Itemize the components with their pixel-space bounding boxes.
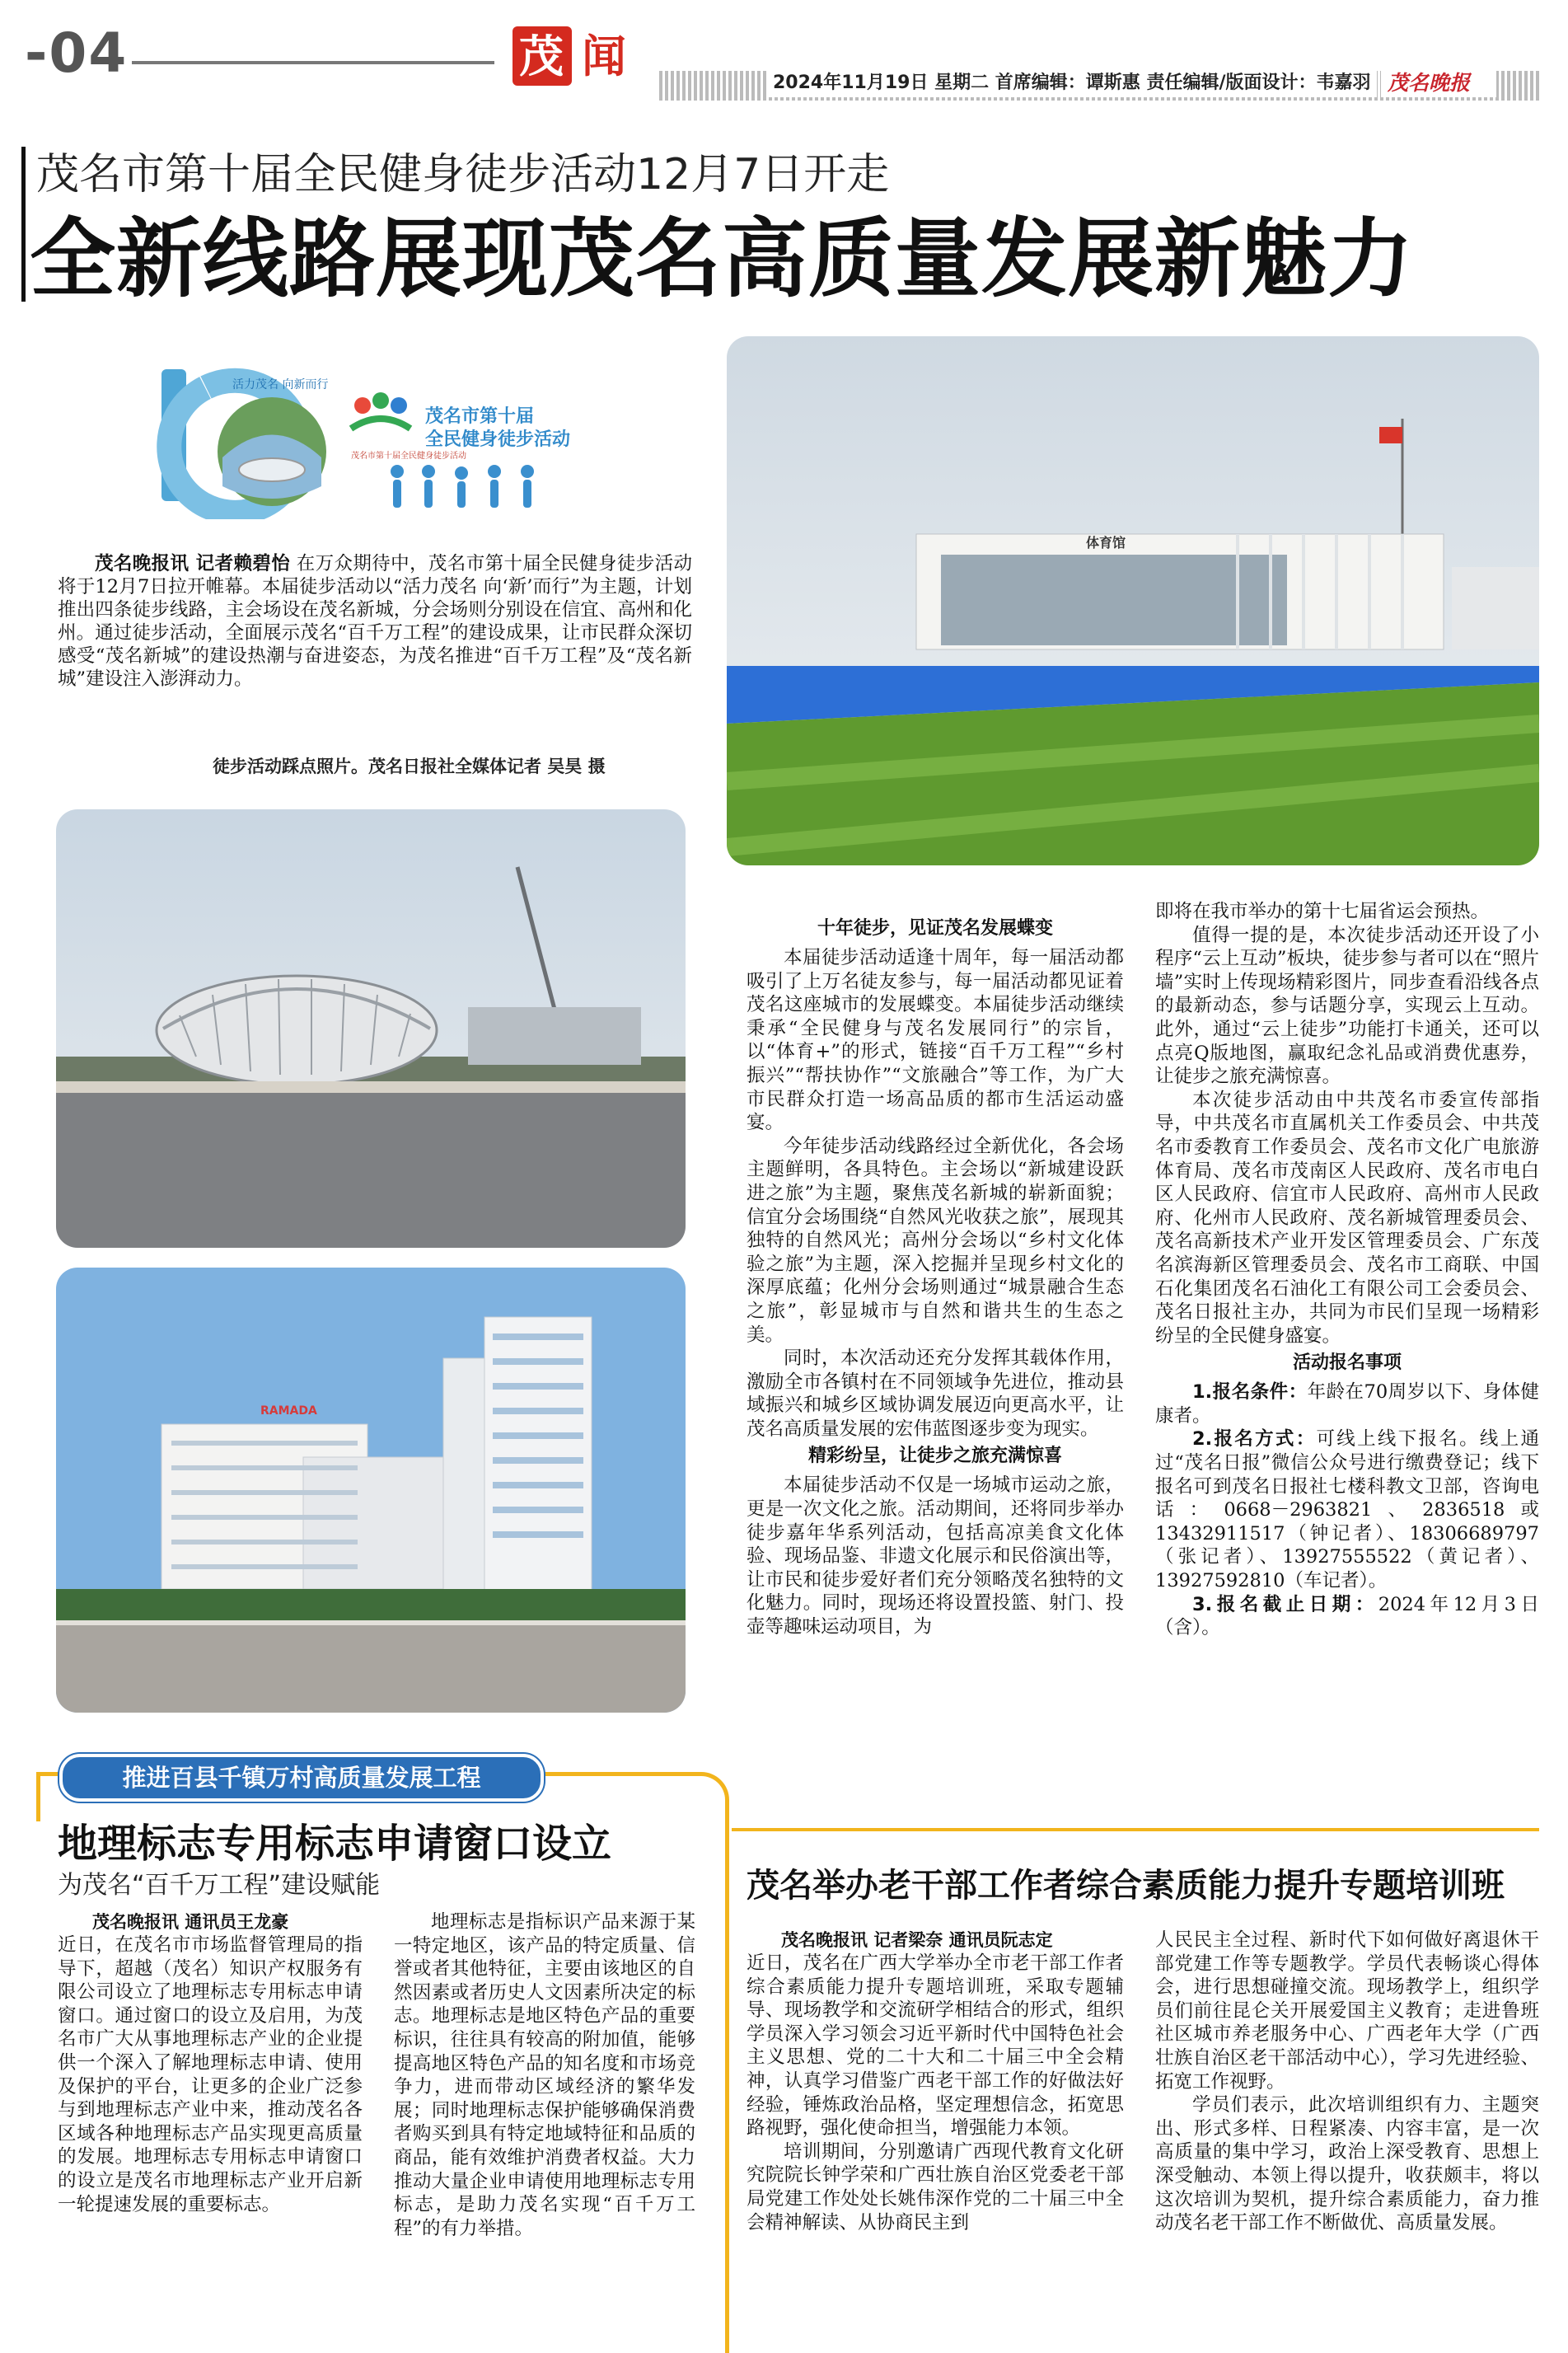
story-3-col-1-para-2: 培训期间，分别邀请广西现代教育文化研究院院长钟学荣和广西壮族自治区党委老干部局党建工作处处长姚伟深作党的二十届三中全会精神解读、从协商民主到 [747,2140,1124,2233]
section-char-2: 闻 [582,30,626,82]
lead-headline: 全新线路展现茂名高质量发展新魅力 [30,209,1415,309]
event-logo [157,363,585,519]
registration-item-1 [1155,1380,1539,1427]
hotel-photo [56,1268,686,1713]
section-char-1: 茂 [519,30,564,82]
stadium-sign: 体育馆 [1086,535,1126,551]
hotel-sign: RAMADA [260,1404,317,1418]
lead-column-a [747,913,1124,1639]
reg-1-text: 年龄在70周岁以下、身体健康者。 [1155,1381,1540,1427]
stadium-photo [56,809,686,1248]
story-2-frame-left [36,1772,40,1821]
story-2-col-2-text: 地理标志是指标识产品来源于某一特定地区，该产品的特定质量、信誉或者其他特征，主要由该地区的自然因素或者历史人文因素所决定的标志。地理标志是地区特色产品的重要标识，往往具有较高的附加值，能够提高地区特色产品的知名度和市场竞争力，进而带动区域经济的繁华发展；同时地理标志保护能够确保消费者购买到具有特定地域特征和品质的商品，能有效维护消费者权益。大力推动大量企业申请使用地理标志专用标志，是助力茂名实现“百千万工程”的有力举措。 [394,1911,695,2239]
intro-byline: 茂名晚报讯 记者赖碧怡 [95,553,291,574]
lead-column-b [1155,900,1539,1640]
story-2-column-1 [58,1910,363,2216]
reg-3-label: 3.报名截止日期： [1192,1593,1378,1615]
paper-name: 茂名晚报 [1388,71,1471,95]
story-3-col-1-para-1: 近日，茂名在广西大学举办全市老干部工作者综合素质能力提升专题培训班，采取专题辅导、现场教学和交流研学相结合的形式，组织学员深入学习领会习近平新时代中国特色社会主义思想、党的二十大和二十届三中全会精神，认真学习借鉴广西老干部工作的好做法好经验，锤炼政治品格，坚定理想信念，拓宽思路视野，强化使命担当，增强能力本领。 [747,1952,1124,2140]
story-3-col-2-para-2: 学员们表示，此次培训组织有力、主题突出、形式多样、日程紧凑、内容丰富，是一次高质量的集中学习，政治上深受教育、思想上深受触动、本领上得以提升，收获颇丰，将以这次培训为契机，提升综合素质能力，奋力推动茂名老干部工作不断做优、高质量发展。 [1155,2094,1539,2234]
story-2-column-2 [394,1910,695,2240]
logo-line-2: 全民健身徒步活动 [425,429,571,450]
col-a-para-3: 同时，本次活动还充分发挥其载体作用，激励全市各镇村在不同领域争先进位，推动县域振兴和城乡区域协调发展迈向更高水平，让茂名高质量发展的宏伟蓝图逐步变为现实。 [747,1348,1124,1440]
story-3-byline: 茂名晚报讯 记者梁奈 通讯员阮志定 [781,1930,1053,1950]
col-b-para-2: 本次徒步活动由中共茂名市委宣传部指导，中共茂名市直属机关工作委员会、中共茂名市委教育工作委员会、茂名市文化广电旅游体育局、茂名市茂南区人民政府、茂名市电白区人民政府、信宜市人民政府、高州市人民政府、化州市人民政府、茂名新城管理委员会、茂名高新技术产业开发区管理委员会、广东茂名滨海新区管理委员会、茂名市工商联、中国石化集团茂名石油化工有限公司工会委员会、茂名日报社主办，共同为市民们呈现一场精彩纷呈的全民健身盛宴。 [1155,1089,1539,1347]
reg-2-text: 可线上线下报名。线上通过“茂名日报”微信公众号进行缴费登记；线下报名可到茂名日报社七楼科教文卫部，咨询电话：0668－2963821、2836518或13432911517（钟记者）、18306689797（张记者）、13927555522（黄记者）、13927592810（车记者）。 [1155,1428,1539,1592]
subhead-registration: 活动报名事项 [1292,1352,1402,1374]
walker-icons [391,465,534,508]
page-number: -04 [25,21,129,85]
colored-people-mark-icon [351,392,410,429]
story-2-banner-text: 推进百县千镇万村高质量发展工程 [122,1764,481,1792]
story-3-column-1 [747,1929,1124,2234]
section-badge [513,26,572,86]
story-2-col-1-text: 近日，在茂名市市场监督管理局的指导下，超越（茂名）知识产权服务有限公司设立了地理标志专用标志申请窗口。通过窗口的设立及启用，为茂名市广大从事地理标志产业的企业提供一个深入了解地理标志申请、使用及保护的平台，让更多的企业广泛参与到地理标志产业中来，推动茂名各区域各种地理标志产品实现更高质量的发展。地理标志专用标志申请窗口的设立是茂名市地理标志产业开启新一轮提速发展的重要标志。 [58,1934,363,2215]
registration-item-3 [1155,1593,1539,1640]
col-b-para-1: 值得一提的是，本次徒步活动还开设了小程序“云上互动”板块，徒步参与者可以在“照片墙”实时上传现场精彩图片，同步查看沿线各点的最新动态，参与话题分享，实现云上互动。此外，通过“云上徒步”功能打卡通关，还可以点亮Q版地图，赢取纪念礼品或消费优惠券，让徒步之旅充满惊喜。 [1155,924,1539,1088]
story-3-headline: 茂名举办老干部工作者综合素质能力提升专题培训班 [747,1867,1505,1905]
logo-arc-text: 活力茂名 向新而行 [232,378,329,391]
photo-caption: 徒步活动踩点照片。茂名日报社全媒体记者 吴昊 摄 [213,757,606,776]
story-2-banner [59,1754,544,1802]
story-2-headline: 地理标志专用标志申请窗口设立 [58,1821,612,1867]
story-2-byline: 茂名晚报讯 通讯员王龙豪 [92,1912,289,1932]
page-number-rule [132,61,494,64]
col-b-para-0: 即将在我市举办的第十七届省运会预热。 [1155,901,1490,922]
lead-intro [58,552,692,691]
reg-3-text: 2024年12月3日（含）。 [1155,1593,1539,1639]
edition-info: 2024年11月19日 星期二 首席编辑：谭斯惠 责任编辑/版面设计：韦嘉羽 [766,69,1377,97]
subhead-surprise: 精彩纷呈，让徒步之旅充满惊喜 [807,1446,1062,1467]
subhead-ten-years: 十年徒步，见证茂名发展蝶变 [817,918,1053,939]
col-a-para-1: 本届徒步活动适逢十周年，每一届活动都吸引了上万名徒友参与，每一届活动都见证着茂名这座城市的发展蝶变。本届徒步活动继续秉承“全民健身与茂名发展同行”的宗旨，以“体育+”的形式，链接“百千万工程”“乡村振兴”“帮扶协作”“文旅融合”等工作，为广大市民群众打造一场高品质的都市生活运动盛宴。 [747,947,1124,1134]
logo-line-1: 茂名市第十届 [425,406,535,427]
story-3-col-2-para-1: 人民民主全过程、新时代下如何做好离退休干部党建工作等专题教学。学员代表畅谈心得体会，进行思想碰撞交流。现场教学上，组织学员们前往昆仑关开展爱国主义教育；走进鲁班社区城市养老服务中心、广西老年大学（广西壮族自治区老干部活动中心），学习先进经验、拓宽工作视野。 [1155,1929,1539,2093]
reg-1-label: 1.报名条件： [1192,1381,1308,1404]
story-2-subtitle: 为茂名“百千万工程”建设赋能 [58,1871,381,1900]
story-3-column-2 [1155,1929,1539,2235]
intro-text: 在万众期待中，茂名市第十届全民健身徒步活动将于12月7日拉开帷幕。本届徒步活动以“活力茂名 向‘新’而行”为主题，计划推出四条徒步线路，主会场设在茂名新城，分会场则分别设在信宜、高州和化州。通过徒步活动，全面展示茂名“百千万工程”的建设成果，让市民群众深切感受“茂名新城”的建设热潮与奋进姿态，为茂名推进“百千万工程”及“茂名新城”建设注入澎湃动力。 [58,553,692,690]
col-a-para-2: 今年徒步活动线路经过全新优化，各会场主题鲜明，各具特色。主会场以“新城建设跃进之旅”为主题，聚焦茂名新城的崭新面貌；信宜分会场围绕“自然风光收获之旅”，展现其独特的自然风光；高州分会场以“乡村文化体验之旅”为主题，深入挖掘并呈现乡村文化的深厚底蕴；化州分会场则通过“城景融合生态之旅”，彰显城市与自然和谐共生的生态之美。 [747,1135,1124,1346]
lead-kicker: 茂名市第十届全民健身徒步活动12月7日开走 [36,150,890,199]
logo-small-text: 茂名市第十届全民健身徒步活动 [351,452,466,461]
reg-2-label: 2.报名方式： [1192,1428,1317,1451]
section-char-2-box [577,26,636,86]
masthead-logo [1381,69,1496,97]
story-3-top-rule [732,1828,1539,1831]
registration-item-2 [1155,1427,1539,1592]
gymnasium-photo [727,336,1539,865]
col-a-para-4: 本届徒步活动不仅是一场城市运动之旅，更是一次文化之旅。活动期间，还将同步举办徒步嘉年华系列活动，包括高凉美食文化体验、现场品鉴、非遗文化展示和民俗演出等，让市民和徒步爱好者们充分领略茂名独特的文化魅力。同时，现场还将设置投篮、射门、投壶等趣味运动项目，为 [747,1474,1124,1638]
headline-rule [21,147,26,302]
